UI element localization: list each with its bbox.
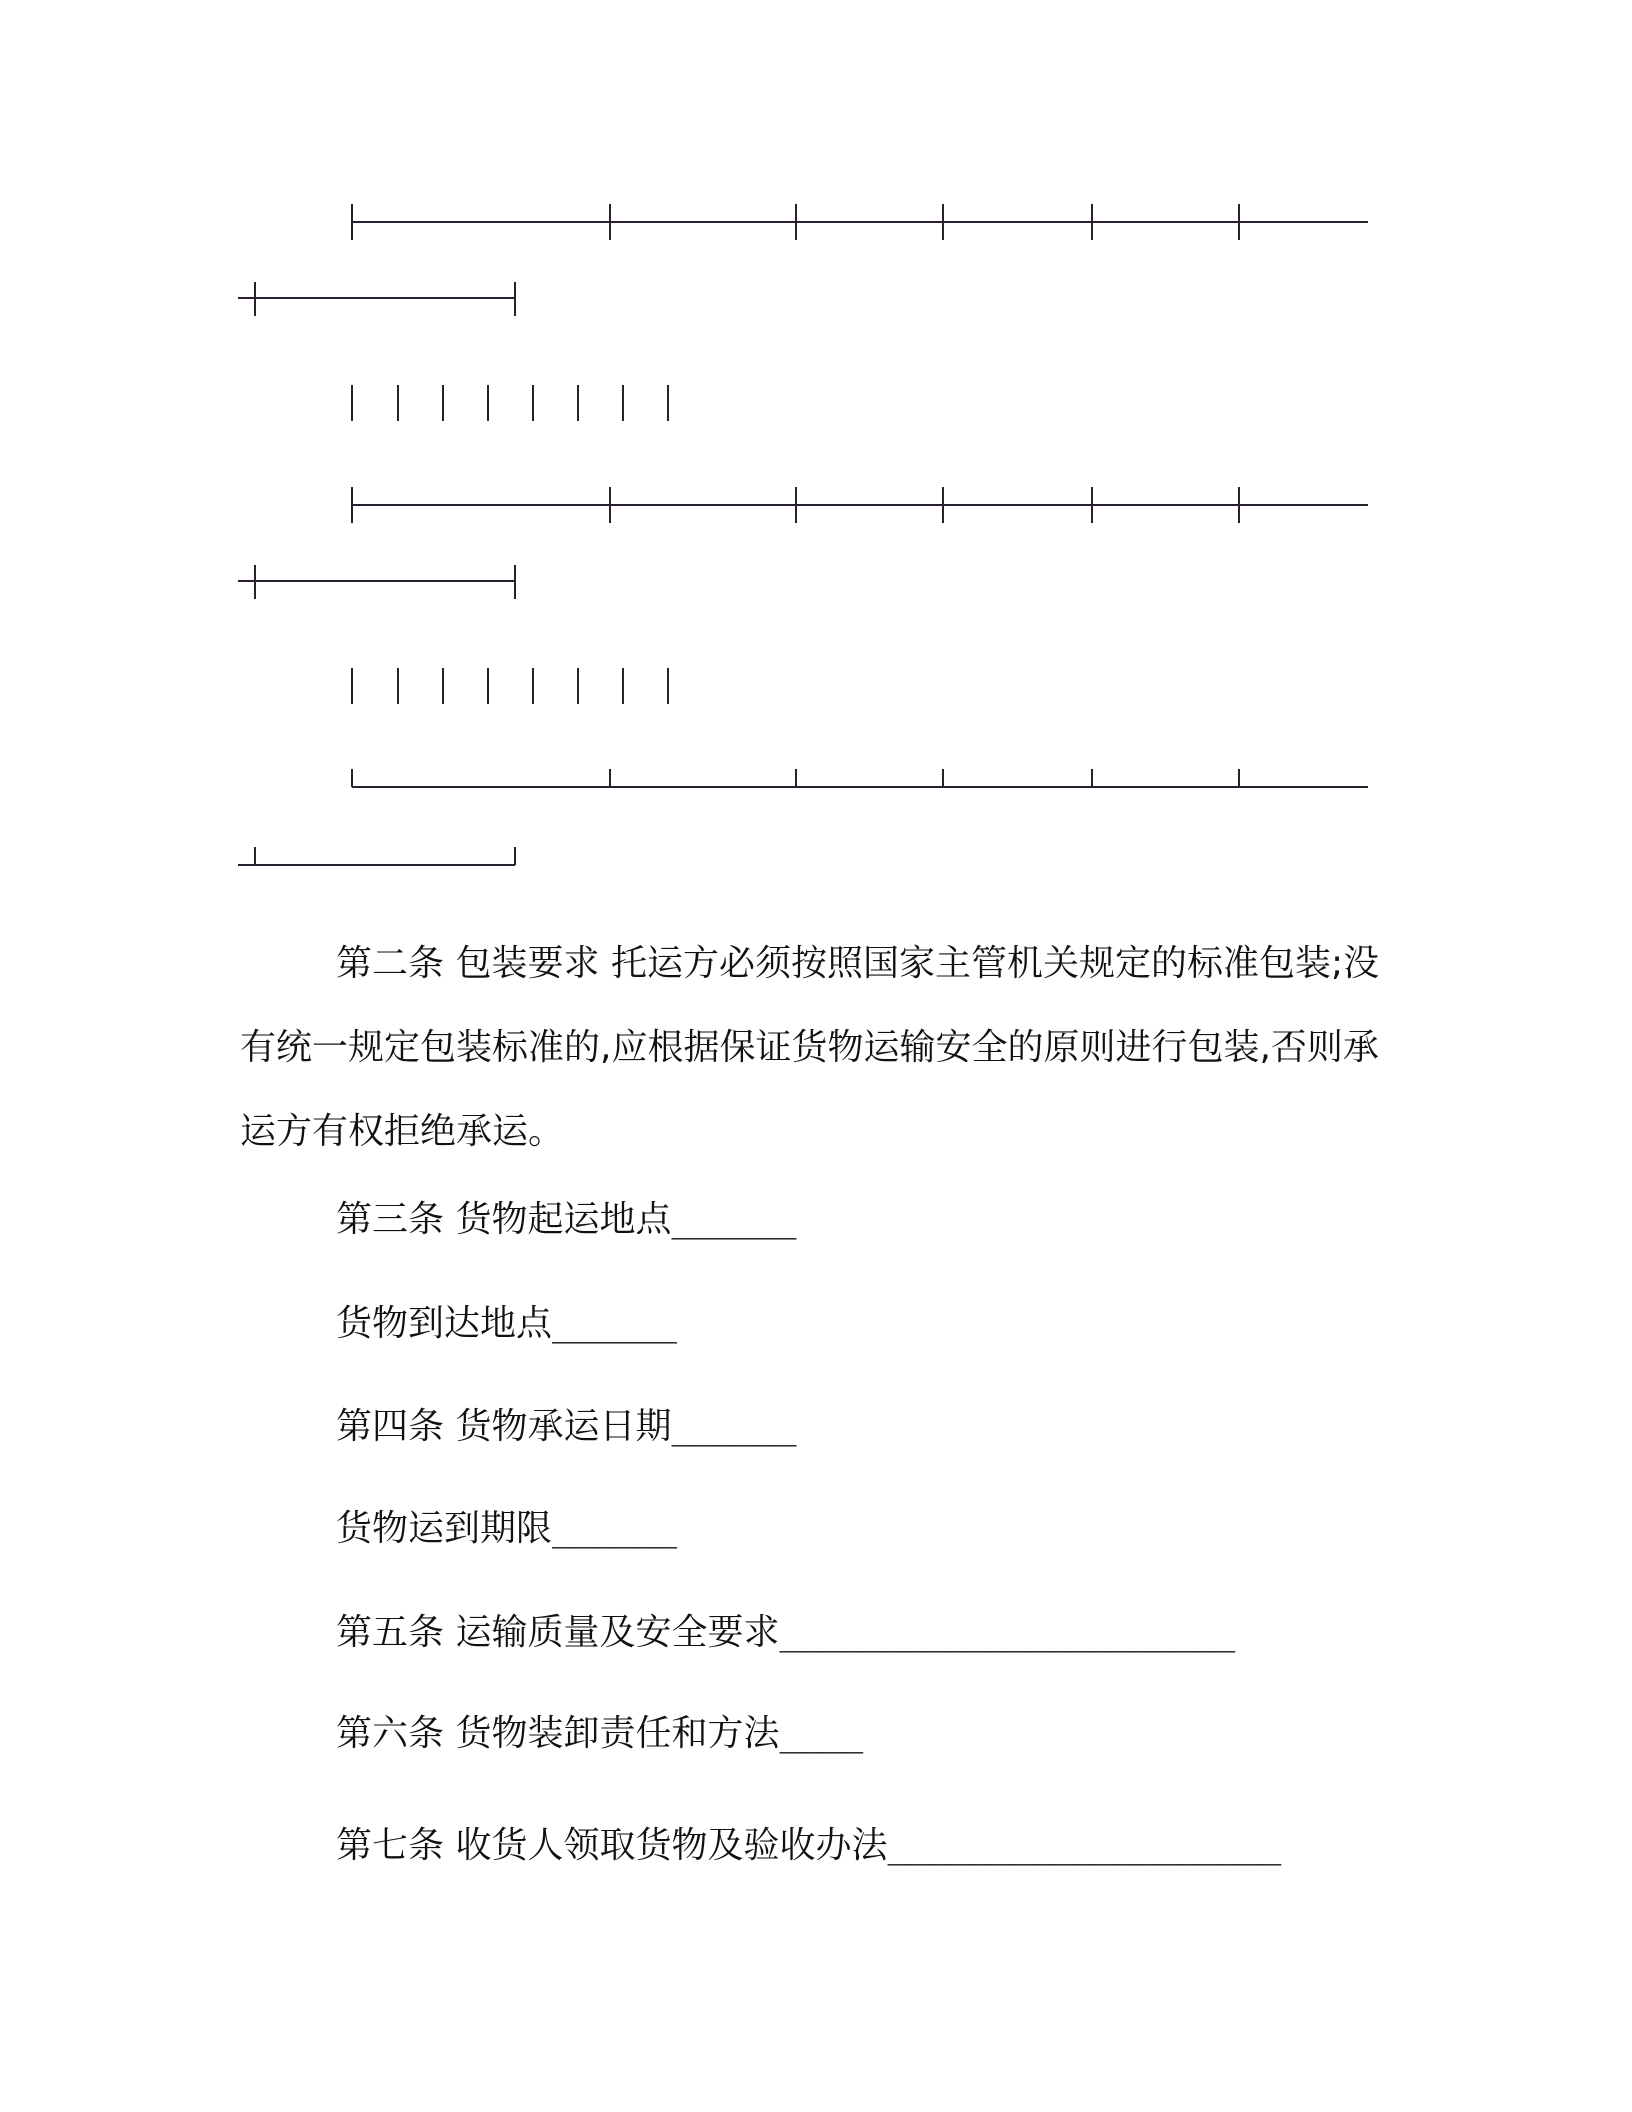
article-3-label: 第三条 bbox=[336, 1199, 445, 1240]
article-7-line bbox=[336, 1822, 1280, 1870]
deadline-label: 货物运到期限 bbox=[336, 1508, 553, 1549]
table-rule-row-3b bbox=[238, 847, 515, 865]
article-4-deadline-line bbox=[336, 1505, 676, 1553]
article-6-label: 第六条 bbox=[336, 1713, 445, 1754]
article-4-date-line bbox=[336, 1403, 796, 1451]
article-7-blank[interactable]: ___________________ bbox=[887, 1825, 1281, 1866]
table-cell-dividers-2 bbox=[352, 668, 668, 704]
table-rule-row-3 bbox=[352, 769, 1368, 787]
article-2-title: 包装要求 bbox=[455, 943, 600, 984]
article-5-line bbox=[336, 1609, 1234, 1657]
article-5-title: 运输质量及安全要求 bbox=[455, 1612, 780, 1653]
article-4-label: 第四条 bbox=[336, 1406, 445, 1447]
article-3-destination-line bbox=[336, 1300, 676, 1348]
article-6-blank[interactable]: ____ bbox=[779, 1713, 863, 1754]
destination-blank[interactable]: ______ bbox=[552, 1303, 677, 1344]
deadline-blank[interactable]: ______ bbox=[552, 1508, 677, 1549]
article-7-label: 第七条 bbox=[336, 1825, 445, 1866]
table-cell-dividers-1 bbox=[352, 385, 668, 421]
date-blank[interactable]: ______ bbox=[671, 1406, 796, 1447]
article-2-text: 托运方必须按照国家主管机关规定的标准包装;没有统一规定包装标准的,应根据保证货物运输安全的原则进行包装,否则承运方有权拒绝承运。 bbox=[240, 943, 1380, 1152]
article-3-origin-line bbox=[336, 1196, 796, 1244]
table-rule-row-2b bbox=[238, 565, 515, 599]
article-7-title: 收货人领取货物及验收办法 bbox=[455, 1825, 888, 1866]
table-rule-row-1 bbox=[352, 204, 1368, 240]
article-6-line bbox=[336, 1710, 862, 1758]
table-rule-row-2 bbox=[352, 487, 1368, 523]
origin-label: 货物起运地点 bbox=[455, 1199, 672, 1240]
table-rules bbox=[0, 0, 1632, 900]
article-5-label: 第五条 bbox=[336, 1612, 445, 1653]
date-label: 货物承运日期 bbox=[455, 1406, 672, 1447]
origin-blank[interactable]: ______ bbox=[671, 1199, 796, 1240]
article-6-title: 货物装卸责任和方法 bbox=[455, 1713, 780, 1754]
article-2-label: 第二条 bbox=[336, 943, 445, 984]
destination-label: 货物到达地点 bbox=[336, 1303, 553, 1344]
table-rule-row-1b bbox=[238, 282, 515, 316]
article-5-blank[interactable]: ______________________ bbox=[779, 1612, 1235, 1653]
article-2-paragraph bbox=[240, 922, 1380, 1174]
